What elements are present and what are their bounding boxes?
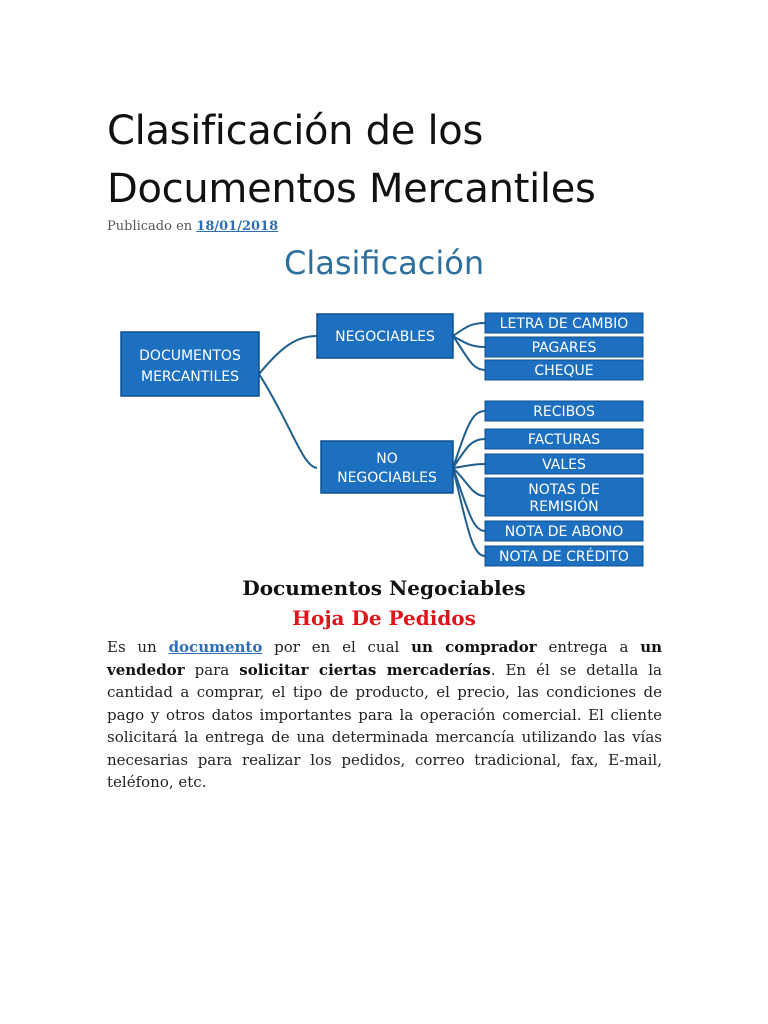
- leaf-label: CHEQUE: [534, 363, 594, 379]
- body-text-4: para: [194, 660, 230, 679]
- body-text-1: Es un: [107, 638, 157, 656]
- leaf-pagares: [485, 337, 643, 357]
- root-line-2: MERCANTILES: [141, 369, 239, 385]
- no-negociables-box: [321, 441, 453, 493]
- negociables-box: [317, 314, 453, 358]
- no-negociables-line-2: NEGOCIABLES: [337, 470, 437, 486]
- leaf-label: LETRA DE CAMBIO: [499, 316, 629, 332]
- section-subheading: Hoja De Pedidos: [292, 606, 476, 630]
- page-title: [107, 102, 707, 218]
- body-text-2: por en el cual: [274, 638, 400, 656]
- leaf-notas-de-remision: [485, 478, 643, 516]
- body-paragraph: [107, 636, 662, 794]
- documento-link[interactable]: documento: [168, 638, 263, 656]
- leaf-label: FACTURAS: [527, 432, 601, 448]
- root-box: [121, 332, 259, 396]
- leaf-nota-de-abono: [485, 521, 643, 541]
- published-line: [107, 219, 278, 234]
- title-line-2: Documentos Mercantiles: [107, 166, 596, 212]
- root-line-1: DOCUMENTOS: [139, 348, 241, 364]
- leaf-label: VALES: [542, 457, 586, 473]
- leaf-letra-de-cambio: [485, 313, 643, 333]
- leaf-cheque: [485, 360, 643, 380]
- classification-diagram: [107, 236, 657, 576]
- published-date-link[interactable]: 18/01/2018: [196, 219, 279, 234]
- title-line-1: Clasificación de los: [107, 108, 483, 154]
- body-bold-2: un vendedor: [107, 638, 662, 679]
- negociables-label: NEGOCIABLES: [335, 329, 435, 345]
- leaf-vales: [485, 454, 643, 474]
- no-negociables-line-1: NO: [376, 451, 398, 467]
- diagram-heading: Clasificación: [284, 244, 485, 282]
- leaf-facturas: [485, 429, 643, 449]
- body-bold-3: solicitar ciertas mercaderías: [239, 660, 491, 679]
- section-heading: Documentos Negociables: [242, 576, 526, 600]
- leaf-recibos: [485, 401, 643, 421]
- leaf-label-line-2: REMISIÓN: [529, 499, 599, 515]
- leaf-label-line-1: NOTAS DE: [528, 482, 600, 498]
- leaf-label: PAGARES: [531, 340, 597, 356]
- leaf-label: NOTA DE CRÉDITO: [499, 549, 629, 565]
- body-text-5: . En él se detalla la cantidad a comprar, el tipo de producto, el precio, las condiciones de pago y otros datos importantes para la operación comercial. El cliente solicitará la entrega de una determinada mercancía utilizando las vías necesarias para realizar los pedidos, correo tradicional, fax, E-mail, teléfono, etc.: [107, 660, 662, 791]
- published-label: Publicado en: [107, 219, 193, 234]
- leaf-nota-de-credito: [485, 546, 643, 566]
- leaf-label: NOTA DE ABONO: [504, 524, 624, 540]
- leaf-label: RECIBOS: [533, 404, 595, 420]
- body-text-3: entrega a: [548, 638, 629, 656]
- body-bold-1: un comprador: [411, 638, 537, 656]
